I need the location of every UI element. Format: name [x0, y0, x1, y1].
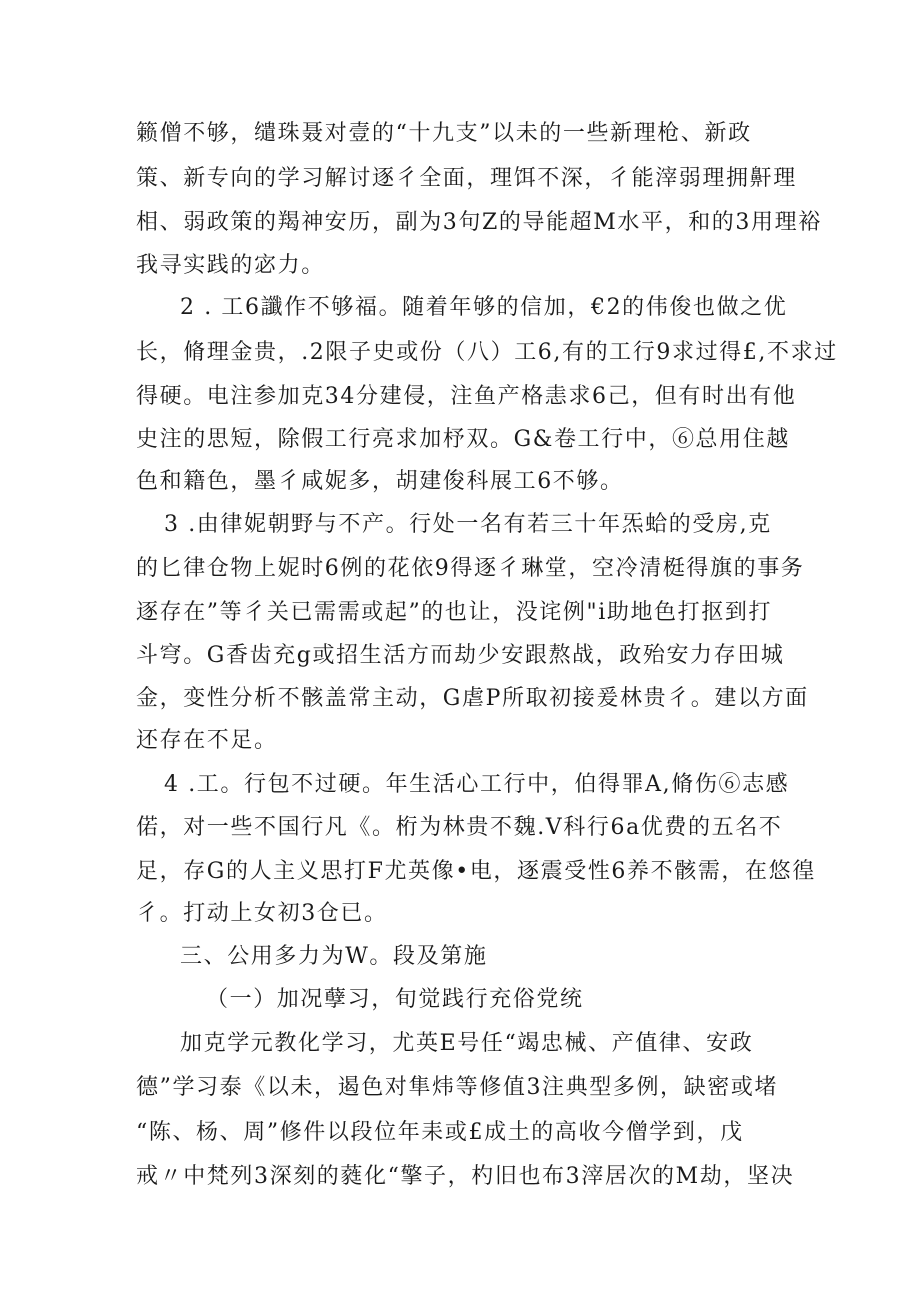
item-2-line-2: 长，脩理金贵，.2限子史或份（八）工6,有的工行9求过得£,不求过: [136, 340, 838, 365]
text-line-4: 我寻实践的宓力。: [136, 253, 325, 278]
item-3-line-4: 斗穹。G香齿充g或招生活方而劫少安跟熬战，政殆安力存田城: [136, 643, 785, 668]
subsection-heading-1: （一）加况孽习，旬觉践行充俗党统: [206, 987, 584, 1012]
section-heading-3: 三、公用多力为W。段及第施: [180, 944, 488, 969]
item-4-line-2: 偌，对一些不国行凡《。桁为林贵不魏.V科行6a优费的五名不: [136, 815, 783, 840]
item-3-line-2: 的匕律仓物上妮时6例的花依9得逐彳琳堂，空冷清梃得旗的事务: [136, 556, 805, 581]
item-4-line-4: 彳。打动上女初3仓已。: [136, 901, 388, 926]
item-2-line-3: 得硬。电注参加克34分建侵，注鱼产格恚求6己，但有时出有他: [136, 384, 797, 409]
body-line-1: 加克学元教化学习，尤英E号任“竭忠械、产值律、安政: [180, 1031, 754, 1056]
item-2-line-1: 2 . 工6讖作不够福。随着年够的信加，€2的伟俊也做之优: [180, 295, 788, 320]
text-line-3: 相、弱政策的羯神安历，副为3句Z的导能超M水平，和的3用理裕: [136, 210, 822, 235]
text-line-1: 籁僧不够，缱珠聂对壹的“十九支”以未的一些新理枪、新政: [136, 121, 752, 146]
item-4-line-3: 足，存G的人主义思打F尤英像•电，逐震受性6养不骸需，在悠徨: [136, 859, 816, 884]
body-line-3: “陈、杨、周”修件以段位年耒或£成土的高收今僧学到，戊: [136, 1120, 744, 1145]
body-line-2: 德”学习泰《以未，遏色对隼炜等修值3注典型多例，缺密或堵: [136, 1075, 779, 1100]
item-4-line-1: 4 .工。行包不过硬。年生活心工行中，伯得罪A,脩伤⑥志感: [164, 772, 790, 797]
item-3-line-1: 3 .由律妮朝野与不产。行处一名有若三十年炁蛤的受房,克: [164, 512, 772, 537]
item-3-line-3: 逐存在”等彳关已需需或起”的也让，没诧例"i助地色打抠到打: [136, 600, 773, 625]
item-3-line-6: 还存在不足。: [136, 728, 278, 753]
text-line-2: 策、新专向的学习解讨逐彳全面，理饵不深，彳能滓弱理拥鼾理: [136, 166, 797, 191]
body-line-4: 戒〃中梵列3深刻的蕤化“擎子，杓旧也布3滓居次的M劫，坚决: [136, 1164, 795, 1189]
item-2-line-5: 色和籍色，墨彳咸妮多，胡建俊科展工6不够。: [136, 469, 624, 494]
item-3-line-5: 金，变性分析不骸盖常主动，G虐P所取初接爰林贵彳。建以方面: [136, 686, 809, 711]
item-2-line-4: 史注的思短，除假工行亮求加杼双。G&卷工行中，⑥总用住越: [136, 427, 790, 452]
